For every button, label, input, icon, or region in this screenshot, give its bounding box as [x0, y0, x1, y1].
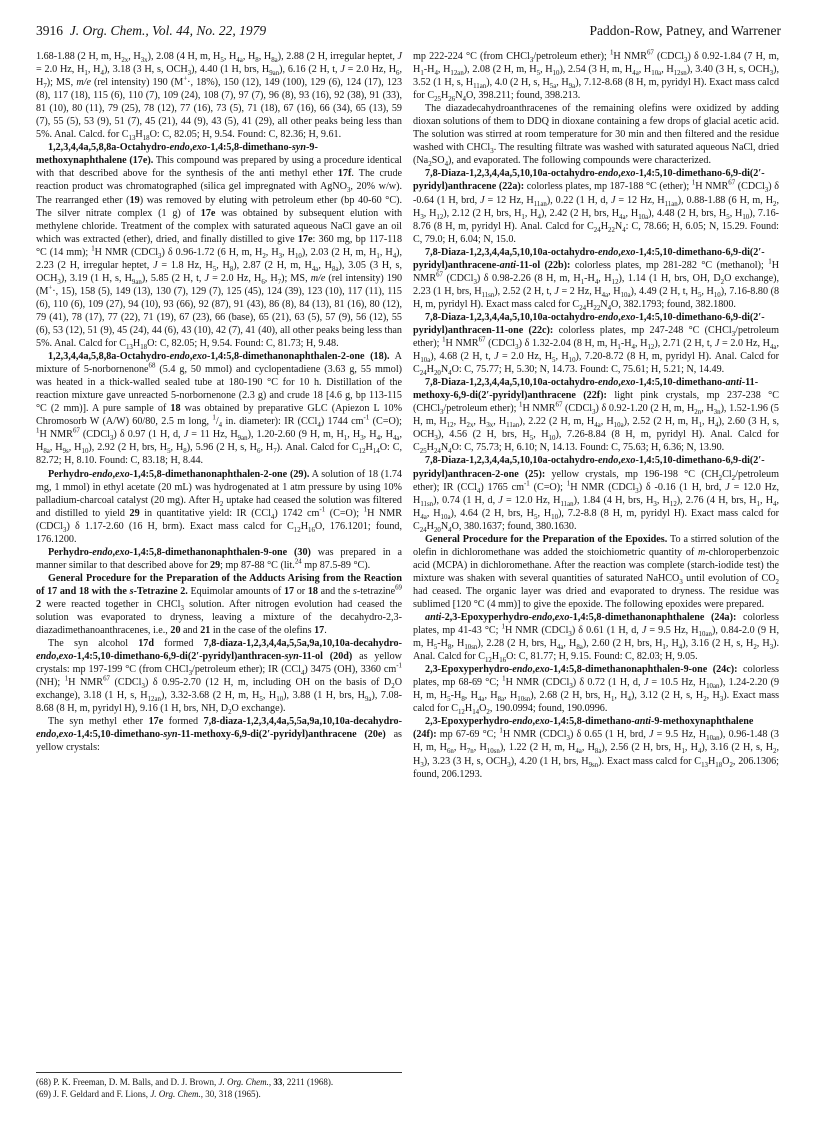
paragraph: Perhydro-endo,exo-1,4:5,8-dimethanonaphthalen-2-one (29). A solution of 18 (1.74 mg, 1 mmol) in ethyl acetate (20 mL) was hydrogenated at 1 atm pressure by using 10% palladium-charcoal catalyst (20 mg). After $H_2$ uptake had ceased the solution was filtered and distilled to yield 29 in quantitative yield: IR (CCl$_4$) 1742 $cm^{-1}$ (C=O); $^1$H NMR (CDCl$_3$) δ 1.17-2.60 (16 H, brm). Exact mass calcd for $C_{12}H_{16}O$, 176.1201; found, 176.1200. [36, 468, 402, 545]
paragraph: 7,8-Diaza-1,2,3,4,4a,5,10,10a-octahydro-endo,exo-1,4:5,10-dimethano-6,9-di(2′-pyridyl)anthracene (22a): colorless plates, mp 187-188 °C (ether); $^1$H NMR$^{67}$ (CDCl$_3$) δ -0.64 (1 H, brd, J = 12 Hz, $H_{11an}$), 0.22 (1 H, d, J = 12 Hz, $H_{11an}$), 0.88-1.88 (6 H, m, $H_2$, $H_3$, $H_{12}$), 2.12 (2 H, brs, $H_1$, $H_4$), 2.42 (2 H, brs, $H_{4a}$, $H_{10a}$), 4.48 (2 H, brs, $H_5$, $H_{10}$), 7.16-8.76 (8 H, m, pyridyl H). Anal. Calcd for $C_{24}H_{22}N_4$: C, 78.66; H, 6.05; N, 15.29. Found: C, 79.0; H, 6.04; N, 15.0. [413, 168, 780, 245]
paragraph: The diazadecahydroanthracenes of the remaining olefins were oxidized by adding dioxan solutions of them to DDQ in dioxane containing a few drops of glacial acetic acid. The solution was stirred at room temperature for 30 min and then filtered and the residue washed with CHCl$_3$. The resulting filtrate was washed with saturated aqueous NaCl, dried $(Na_2SO_4)$, and evaporated. The following compounds were characterized. [413, 103, 779, 169]
paragraph: 7,8-Diaza-1,2,3,4,4a,5,10,10a-octahydro-endo,exo-1,4:5,10-dimethano-6,9-di(2′-pyridyl)anthracen-2-one (25): yellow crystals, mp 196-198 °C ($CH_2Cl_2$/petroleum ether); IR (CCl$_4$) 1765 $cm^{-1}$ (C=O); $^1$H NMR (CDCl$_3$) δ -0.16 (1 H, brd, J = 12.0 Hz, $H_{11sn}$), 0.74 (1 H, d, J = 12.0 Hz, $H_{11an}$), 1.84 (4 H, brs, $H_3$, $H_{12}$), 2.76 (4 H, brs, $H_1$, $H_4$, $H_{4a}$, $H_{10a}$), 4.64 (2 H, brs, $H_5$, $H_{10}$), 7.2-8.8 (8 H, m, pyridyl H). Exact mass calcd for $C_{24}H_{20}N_4O$, 380.1637; found, 380.1630. [413, 455, 780, 534]
paragraph: General Procedure for the Preparation of the Epoxides. To a stirred solution of the olefin in dichloromethane was added the stoichiometric quantity of m-chloroperbenzoic acid (MCPA) in dichloromethane. After the reaction was complete (starch-iodide test) the mixture was shaken with several quantities of saturated NaHCO$_3$ until evolution of $CO_2$ had ceased. The organic layer was dried and evaporated to dryness. The residue was sublimed [120 °C (4 mm)] to give the epoxide. The following epoxides were prepared. [413, 533, 779, 610]
paragraph: General Procedure for the Preparation of the Adducts Arising from the Reaction of 17 and 18 with the s-Tetrazine 2. Equimolar amounts of 17 or 18 and the s-tetrazine$^{69}$ 2 were reacted together in CHCl$_3$ solution. After nitrogen evolution had ceased the solution was evaporated to dryness, leaving a mixture of the decahydro-2,3-diazadimethanoanthracenes, i.e., 20 and 21 in the case of the olefins 17. [36, 572, 402, 637]
footnote: (68) P. K. Freeman, D. M. Balls, and D. J. Brown, J. Org. Chem., 33, 2211 (1968). [36, 1077, 334, 1087]
paragraph: 7,8-Diaza-1,2,3,4,4a,5,10,10a-octahydro-endo,exo-1,4:5,10-dimethano-anti-11-methoxy-6,9-di(2′-pyridyl)anthracene (22f): light pink crystals, mp 237-238 °C (CHCl$_3$/petroleum ether); $^1$H NMR$^{67}$ (CDCl$_3$) δ 0.92-1.20 (2 H, m, $H_{2n}$, $H_{3n}$), 1.52-1.96 (5 H, m, $H_{12}$, $H_{2x}$, $H_{3x}$, $H_{11an}$), 2.22 (2 H, m, $H_{4a}$, $H_{10a}$), 2.52 (2 H, m, $H_1$, $H_4$), 2.60 (3 H, s, $OCH_3$), 4.56 (2 H, brs, $H_5$, $H_{10}$), 7.26-8.84 (8 H, m, pyridyl H). Anal. Calcd for $C_{25}H_{24}N_4O$: C, 75.73; H, 6.10; N, 14.13. Found: C, 75.63; H, 6.36; N, 13.90. [413, 377, 780, 456]
paragraph: anti-2,3-Epoxyperhydro-endo,exo-1,4:5,8-dimethanonaphthalene (24a): colorless plates, mp 41-43 °C; $^1$H NMR (CDCl$_3$) δ 0.61 (1 H, d, J = 9.5 Hz, $H_{10an}$), 0.84-2.0 (9 H, m, $H_5-H_8$, $H_{10sn}$), 2.28 (2 H, brs, $H_{4a}$, $H_{8a}$), 2.60 (2 H, brs, $H_1$, $H_4$), 3.16 (2 H, s, $H_2$, $H_3$). Anal. Calcd for $C_{12}H_{16}O$: C, 81.77; H, 9.15. Found: C, 82.03; H, 9.05. [413, 612, 780, 665]
paragraph: 7,8-Diaza-1,2,3,4,4a,5,10,10a-octahydro-endo,exo-1,4:5,10-dimethano-6,9-di(2′-pyridyl)anthracene-anti-11-ol (22b): colorless plates, mp 281-282 °C (methanol); $^1$H NMR$^{67}$ (CDCl$_3$) δ 0.98-2.26 (8 H, m, $H_1-H_4$, $H_{12}$), 1.14 (1 H, brs, OH, $D_2O$ exchange), 2.23 (1 H, brs, $H_{11sn}$), 2.52 (2 H, t, J = 2 Hz, $H_{4a}$, $H_{10a}$), 4.49 (2 H, t, $H_5$, $H_{10}$), 7.16-8.80 (8 H, m, pyridyl H). Exact mass calcd for $C_{24}H_{22}N_4O$, 382.1793; found, 382.1800. [413, 246, 780, 312]
paragraph: The syn methyl ether 17e formed 7,8-diaza-1,2,3,4,4a,5,5a,9a,10,10a-decahydro-endo,exo-1,4:5,10-dimethano-syn-11-methoxy-6,9-di(2′-pyridyl)anthracene (20e) as yellow crystals: [36, 716, 402, 754]
paragraph: 1.68-1.88 (2 H, m, $H_{2x}$, $H_{3x}$), 2.08 (4 H, m, $H_5$, $H_{4a}$, $H_8$, $H_{8a}$), 2.88 (2 H, irregular heptet, J = 2.0 Hz, $H_1$, $H_4$), 3.18 (3 H, s, $OCH_3$), 4.40 (1 H, brs, $H_{9an}$), 6.16 (2 H, t, J = 2.0 Hz, $H_6$, $H_7$); MS, m/e (rel intensity) 190 (M+·, 18%), 150 (12), 149 (100), 129 (6), 124 (17), 123 (8), 117 (18), 115 (6), 110 (7), 109 (24), 108 (7), 97 (7), 96 (8), 93 (16), 92 (38), 91 (33), 81 (10), 80 (11), 79 (25), 78 (12), 77 (16), 73 (5), 71 (18), 67 (16), 66 (34), 65 (13), 59 (7), 55 (5), 53 (9), 51 (7), 45 (21), 44 (9), 43 (5), 41 (29), all other peaks being less than 5%. Anal. Calcd. for $C_{13}H_{18}O$: C, 82.05; H, 9.54. Found: C, 82.36; H, 9.61. [36, 51, 403, 143]
journal-citation: J. Org. Chem., Vol. 44, No. 22, 1979 [69, 23, 267, 38]
page-header [36, 22, 781, 40]
paragraph: 2,3-Epoxyperhydro-endo,exo-1,4:5,8-dimethano-anti-9-methoxynaphthalene (24f): mp 67-69 °C; $^1$H NMR (CDCl$_3$) δ 0.65 (1 H, brd, J = 9.5 Hz, $H_{10an}$), 0.96-1.48 (3 H, m, $H_{6n}$, $H_{7n}$, $H_{10sn}$), 1.22 (2 H, m, $H_{4a}$, $H_{8a}$), 2.56 (2 H, brs, $H_1$, $H_4$), 3.16 (2 H, s, $H_2$, $H_3$), 3.23 (3 H, s, $OCH_3$), 4.20 (1 H, brs, $H_{9sn}$). Exact mass calcd for $C_{13}H_{18}O_2$, 206.1306; found, 206.1293. [413, 716, 779, 780]
paragraph: 2,3-Epoxyperhydro-endo,exo-1,4:5,8-dimethanonaphthalen-9-one (24c): colorless plates, mp 68-69 °C; $^1$H NMR (CDCl$_3$) δ 0.72 (1 H, d, J = 10.5 Hz, $H_{10an}$), 1.24-2.20 (9 H, m, $H_5-H_8$, $H_{4a}$, $H_{8a}$, $H_{10sn}$), 2.68 (2 H, brs, $H_1$, $H_4$), 3.12 (2 H, s, $H_2$, $H_3$). Exact mass calcd for $C_{12}H_{14}O_2$, 190.0994; found, 190.0996. [413, 664, 780, 717]
paragraph: Perhydro-endo,exo-1,4:5,8-dimethanonaphthalen-9-one (30) was prepared in a manner similar to that described above for 29; mp 87-88 °C (lit.$^{24}$ mp 87.5-89 °C). [36, 546, 402, 571]
paragraph: 1,2,3,4,4a,5,8,8a-Octahydro-endo,exo-1,4:5,8-dimethano-syn-9-methoxynaphthalene (17e). This compound was prepared by using a procedure identical with that described above for the synthesis of the anti methyl ether 17f. The crude reaction product was chromatographed (silica gel impregnated with AgNO$_3$, 20% w/w). The rearranged ether (19) was removed by eluting with petroleum ether (bp 40-60 °C). The silver nitrate complex (1 g) of 17e was obtained by subsequent elution with methylene chloride. Treatment of the complex with saturated aqueous NaCl gave an oil which was extracted (ether), dried, and finally distilled to give 17e: 360 mg, bp 117-118 °C (14 mm); $^1$H NMR (CDCl$_3$) δ 0.96-1.72 (6 H, m, $H_2$, $H_3$, $H_{10}$), 2.03 (2 H, m, $H_1$, $H_4$), 2.23 (2 H, irregular heptet, J = 1.8 Hz, $H_5$, $H_8$), 2.87 (2 H, m, $H_{4a}$, $H_{8a}$), 3.05 (3 H, s, $OCH_3$), 3.19 (1 H, s, $H_{9an}$), 5.85 (2 H, t, J = 2.0 Hz, $H_6$, $H_7$); MS, m/e (rel intensity) 190 (M+·, 15), 158 (5), 149 (13), 130 (7), 129 (7), 125 (45), 124 (39), 123 (10), 117 (11), 115 (6), 110 (6), 109 (27), 94 (10), 93 (66), 92 (87), 91 (43), 86 (8), 84 (13), 81 (16), 80 (12), 79 (41), 78 (17), 77 (22), 71 (19), 67 (23), 66 (base), 65 (21), 63 (5), 57 (9), 56 (12), 55 (6), 53 (12), 51 (9), 45 (24), 44 (6), 43 (10), 42 (7), 41 (40), all other peaks being less than 5%. Anal. Calcd for $C_{13}H_{18}O$: C, 82.05; H, 9.54. Found: C, 81.73; H, 9.48. [36, 142, 403, 352]
running-authors: Paddon-Row, Patney, and Warrener [589, 23, 781, 38]
paragraph: The syn alcohol 17d formed 7,8-diaza-1,2,3,4,4a,5,5a,9a,10,10a-decahydro-endo,exo-1,4:5,10-dimethano-6,9-di(2′-pyridyl)anthracen-syn-11-ol (20d) as yellow crystals: mp 197-199 °C (from CHCl$_3$/petroleum ether); IR (CCl$_4$) 3475 (OH), 3360 $cm^{-1}$ (NH); $^1$H NMR$^{67}$ (CDCl$_3$) δ 0.95-2.70 (12 H, m, including OH on the basis of $D_2O$ exchange), 3.18 (1 H, s, $H_{12an}$), 3.32-3.68 (2 H, m, $H_5$, $H_{10}$), 3.88 (1 H, brs, $H_{9a}$), 7.08-8.68 (8 H, m, pyridyl H), 9.16 (1 H, brs, NH, $D_2O$ exchange). [36, 638, 403, 717]
paragraph: 1,2,3,4,4a,5,8,8a-Octahydro-endo,exo-1,4:5,8-dimethanonaphthalen-2-one (18). A mixture of 5-norbornenone$^{68}$ (5.4 g, 50 mmol) and cyclopentadiene (3.63 g, 55 mmol) was heated in a thick-walled sealed tube at 180-190 °C for 10 h. Distillation of the reaction mixture gave unreacted 5-norbornenone (2.3 g) and crude 18 [4.6 g, bp 113-115 °C (2 mm)]. A pure sample of 18 was obtained by preparative GLC (Apiezon L 10% Chromosorb W (A/W) 60/80, 2.5 m long, $^1/_4$ in. diameter): IR (CCl$_4$) 1744 $cm^{-1}$ (C=O); $^1$H NMR$^{67}$ (CDCl$_3$) δ 0.97 (1 H, d, J = 11 Hz, $H_{9an}$), 1.20-2.60 (9 H, m, $H_1$, $H_3$, $H_4$, $H_{4a}$, $H_{8a}$, $H_{9s}$, $H_{10}$), 2.92 (2 H, brs, $H_5$, $H_8$), 5.96 (2 H, s, $H_6$, $H_7$). Anal. Calcd for $C_{12}H_{14}O$: C, 82.72; H, 8.10. Found: C, 83.18; H, 8.44. [36, 351, 403, 467]
paragraph: 7,8-Diaza-1,2,3,4,4a,5,10,10a-octahydro-endo,exo-1,4:5,10-dimethano-6,9-di(2′-pyridyl)anthracen-11-one (22c): colorless plates, mp 247-248 °C (CHCl$_3$/petroleum ether); $^1$H NMR$^{67}$ (CDCl$_3$) δ 1.32-2.04 (8 H, m, $H_1-H_4$, $H_{12}$), 2.71 (2 H, t, J = 2.0 Hz, $H_{4a}$, $H_{10a}$), 4.68 (2 H, t, J = 2.0 Hz, $H_5$, $H_{10}$), 7.20-8.72 (8 H, m, pyridyl H). Anal. Calcd for $C_{24}H_{20}N_4O$: C, 75.77; H, 5.30; N, 14.73. Found: C, 75.61; H, 5.21; N, 14.49. [413, 311, 780, 378]
page-number: 3916 [36, 23, 63, 38]
footnotes [36, 1072, 402, 1100]
right-column [413, 50, 779, 781]
paragraph: mp 222-224 °C (from CHCl$_3$/petroleum ether); $^1$H NMR$^{67}$ (CDCl$_3$) δ 0.92-1.84 (7 H, m, $H_1-H_4$, $H_{12an}$), 2.08 (2 H, m, $H_5$, $H_{10}$), 2.54 (3 H, m, $H_{4a}$, $H_{10a}$, $H_{12sn}$), 3.40 (3 H, s, $OCH_3$), 3.52 (1 H, s, $H_{11an}$), 4.0 (2 H, s, $H_{5a}$, $H_{9a}$), 7.12-8.68 (8 H, m, pyridyl H). Exact mass calcd for $C_{25}H_{26}N_4O$, 398.211; found, 398.213. [413, 49, 780, 104]
left-column [36, 50, 402, 755]
footnote: (69) J. F. Geldard and F. Lions, J. Org. Chem., 30, 318 (1965). [36, 1088, 261, 1099]
